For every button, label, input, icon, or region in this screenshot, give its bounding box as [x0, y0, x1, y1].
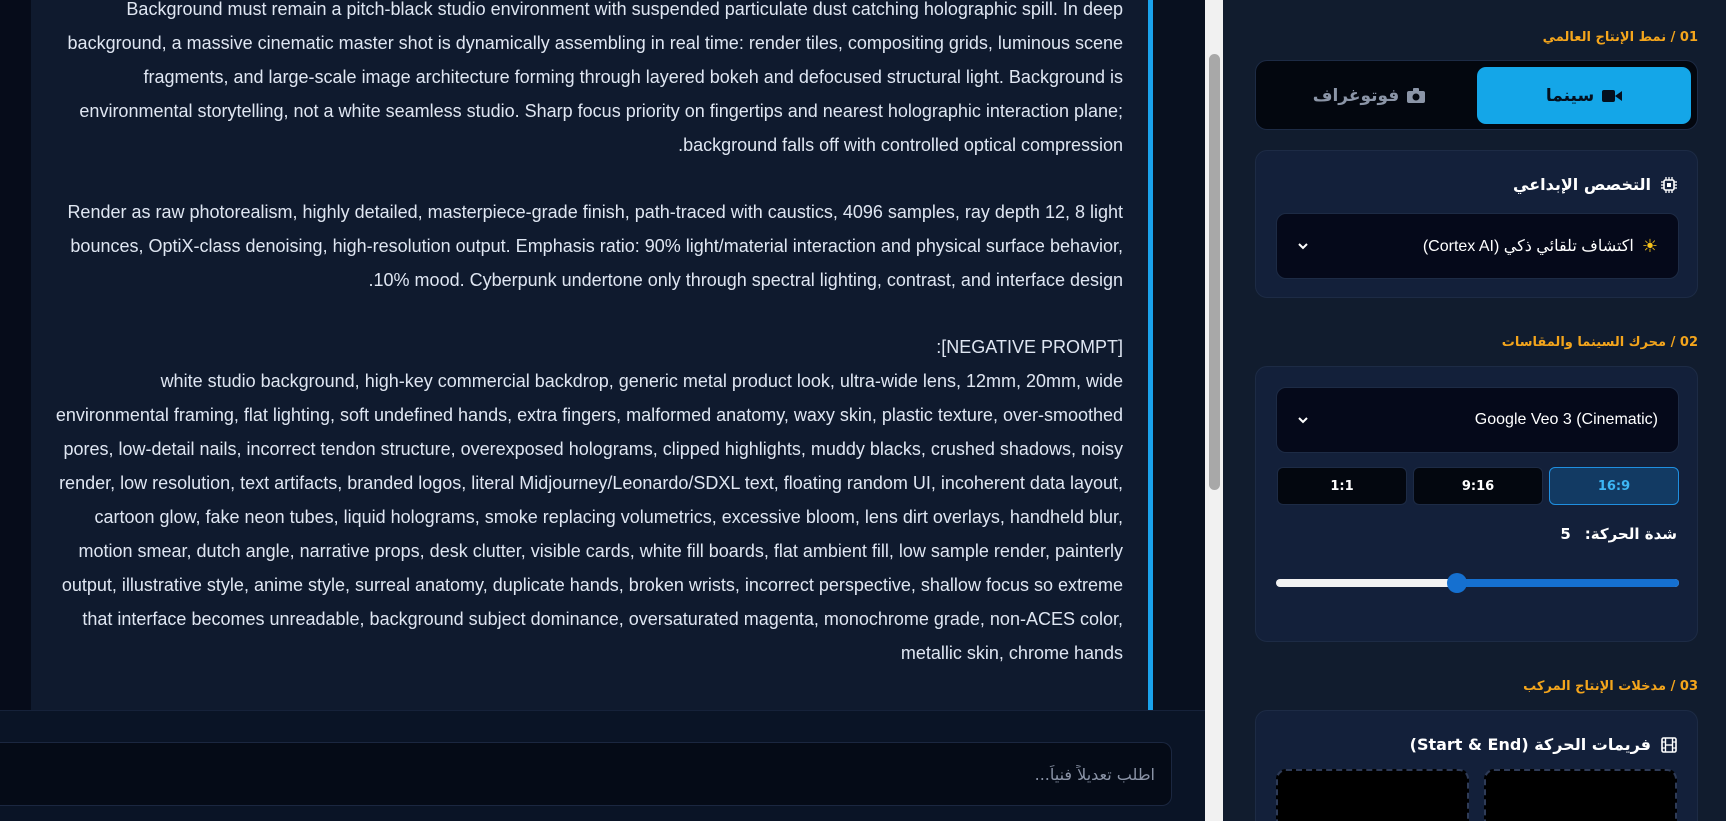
chat-input[interactable]: [0, 742, 1172, 806]
chevron-down-icon: [1297, 240, 1309, 252]
specialization-value: [1423, 236, 1658, 257]
aspect-ratio-group: [1276, 467, 1679, 505]
start-frame-slot[interactable]: [1484, 769, 1677, 821]
prompt-panel-gutter: [0, 0, 31, 710]
camera-icon: [1407, 88, 1425, 103]
engine-value: Google Veo 3 (Cinematic): [1474, 411, 1658, 428]
section-label-cinema-engine: 02 / محرك السينما والمقاسات: [1501, 335, 1698, 350]
ratio-1-1-button[interactable]: 1:1: [1277, 467, 1407, 505]
sun-icon: ☀: [1641, 235, 1658, 256]
prompt-panel-edge: [1153, 0, 1205, 710]
prompt-text: [53, 0, 1123, 670]
specialization-dropdown[interactable]: [1276, 213, 1679, 279]
motion-intensity-label: [1560, 525, 1677, 543]
section-label-inputs: 03 / مدخلات الإنتاج المركب: [1523, 679, 1698, 694]
scrollbar-thumb[interactable]: [1209, 54, 1220, 490]
motion-frames-title: [1410, 735, 1677, 754]
prompt-paragraph: Background must remain a pitch-black studio environment with suspended particulate dust catching holographic spill. In deep background, a massive cinematic master shot is dynamically assembling in real time: render tiles, compositing grids, luminous scene fragments, and large-scale image architecture forming through layered bokeh and defocused structural light. Background is environmental storytelling, not a white seamless studio. Sharp focus priority on fingertips and nearest holographic interaction plane; background falls off with controlled optical compression.: [67, 0, 1123, 155]
chip-icon: [1661, 177, 1677, 193]
engine-dropdown[interactable]: [1276, 387, 1679, 453]
motion-slider-thumb[interactable]: [1447, 573, 1467, 593]
chevron-down-icon: [1297, 414, 1309, 426]
ratio-9-16-button[interactable]: 9:16: [1413, 467, 1543, 505]
motion-frames-title-text: فريمات الحركة (Start & End): [1409, 735, 1651, 754]
end-frame-slot[interactable]: [1276, 769, 1469, 821]
section-label-global-mode: 01 / نمط الإنتاج العالمي: [1542, 30, 1698, 45]
specialization-card: [1255, 150, 1698, 298]
prompt-paragraph: Render as raw photorealism, highly detailed, masterpiece-grade finish, path-traced with caustics, 4096 samples, ray depth 12, 8 light bounces, OptiX-class denoising, high-resolution output. Emphasis ratio: 90% light/material interaction and physical surface behavior, 10% mood. Cyberpunk undertone only through spectral lighting, contrast, and interface design.: [67, 202, 1123, 290]
mode-cinema-button[interactable]: [1477, 67, 1691, 124]
motion-slider-fill: [1457, 579, 1679, 587]
negative-prompt-heading: [NEGATIVE PROMPT]:: [936, 337, 1123, 357]
ratio-16-9-button[interactable]: 16:9: [1549, 467, 1679, 505]
cinema-engine-card: [1255, 366, 1698, 642]
specialization-value-text: اكتشاف تلقائي ذكي (Cortex AI): [1422, 238, 1634, 255]
negative-prompt-text: white studio background, high-key commercial backdrop, generic metal product look, ultra-wide lens, 12mm, 20mm, wide environmental framing, flat lighting, soft undefined hands, extra fingers, malformed anatomy, waxy skin, plastic texture, over-smoothed pores, low-detail nails, incorrect tendon structure, overexposed holograms, clipped highlights, muddy blacks, crushed shadows, noisy render, low resolution, text artifacts, branded logos, literal Midjourney/Leonardo/SDXL text, floating random UI, incoherent data layout, cartoon glow, fake neon tubes, liquid holograms, smoke replacing volumetrics, excessive bloom, lens dirt overlays, handheld blur, motion smear, dutch angle, narrative props, desk clutter, visible cards, white fill boards, flat ambient fill, low sample render, painterly output, illustrative style, anime style, surreal anatomy, duplicate hands, broken wrists, incorrect perspective, shallow focus so extreme that interface becomes unreadable, background subject dominance, oversaturated magenta, monochrome grade, non-ACES color, metallic skin, chrome hands: [55, 371, 1123, 663]
video-camera-icon: [1602, 89, 1622, 103]
mode-cinema-label: سينما: [1545, 85, 1595, 106]
motion-frames-card: [1255, 710, 1698, 821]
mode-photo-button[interactable]: [1262, 67, 1476, 124]
motion-intensity-value: 5: [1560, 525, 1571, 543]
mode-toggle: [1255, 60, 1698, 130]
specialization-title-text: التخصص الإبداعي: [1513, 175, 1651, 194]
film-icon: [1661, 737, 1677, 753]
mode-photo-label: فوتوغراف: [1312, 85, 1400, 106]
sidebar: [1223, 0, 1726, 821]
motion-intensity-text: شدة الحركة:: [1584, 525, 1677, 543]
prompt-output: [31, 0, 1151, 710]
motion-intensity-slider[interactable]: [1276, 579, 1679, 587]
specialization-title: [1513, 175, 1677, 194]
